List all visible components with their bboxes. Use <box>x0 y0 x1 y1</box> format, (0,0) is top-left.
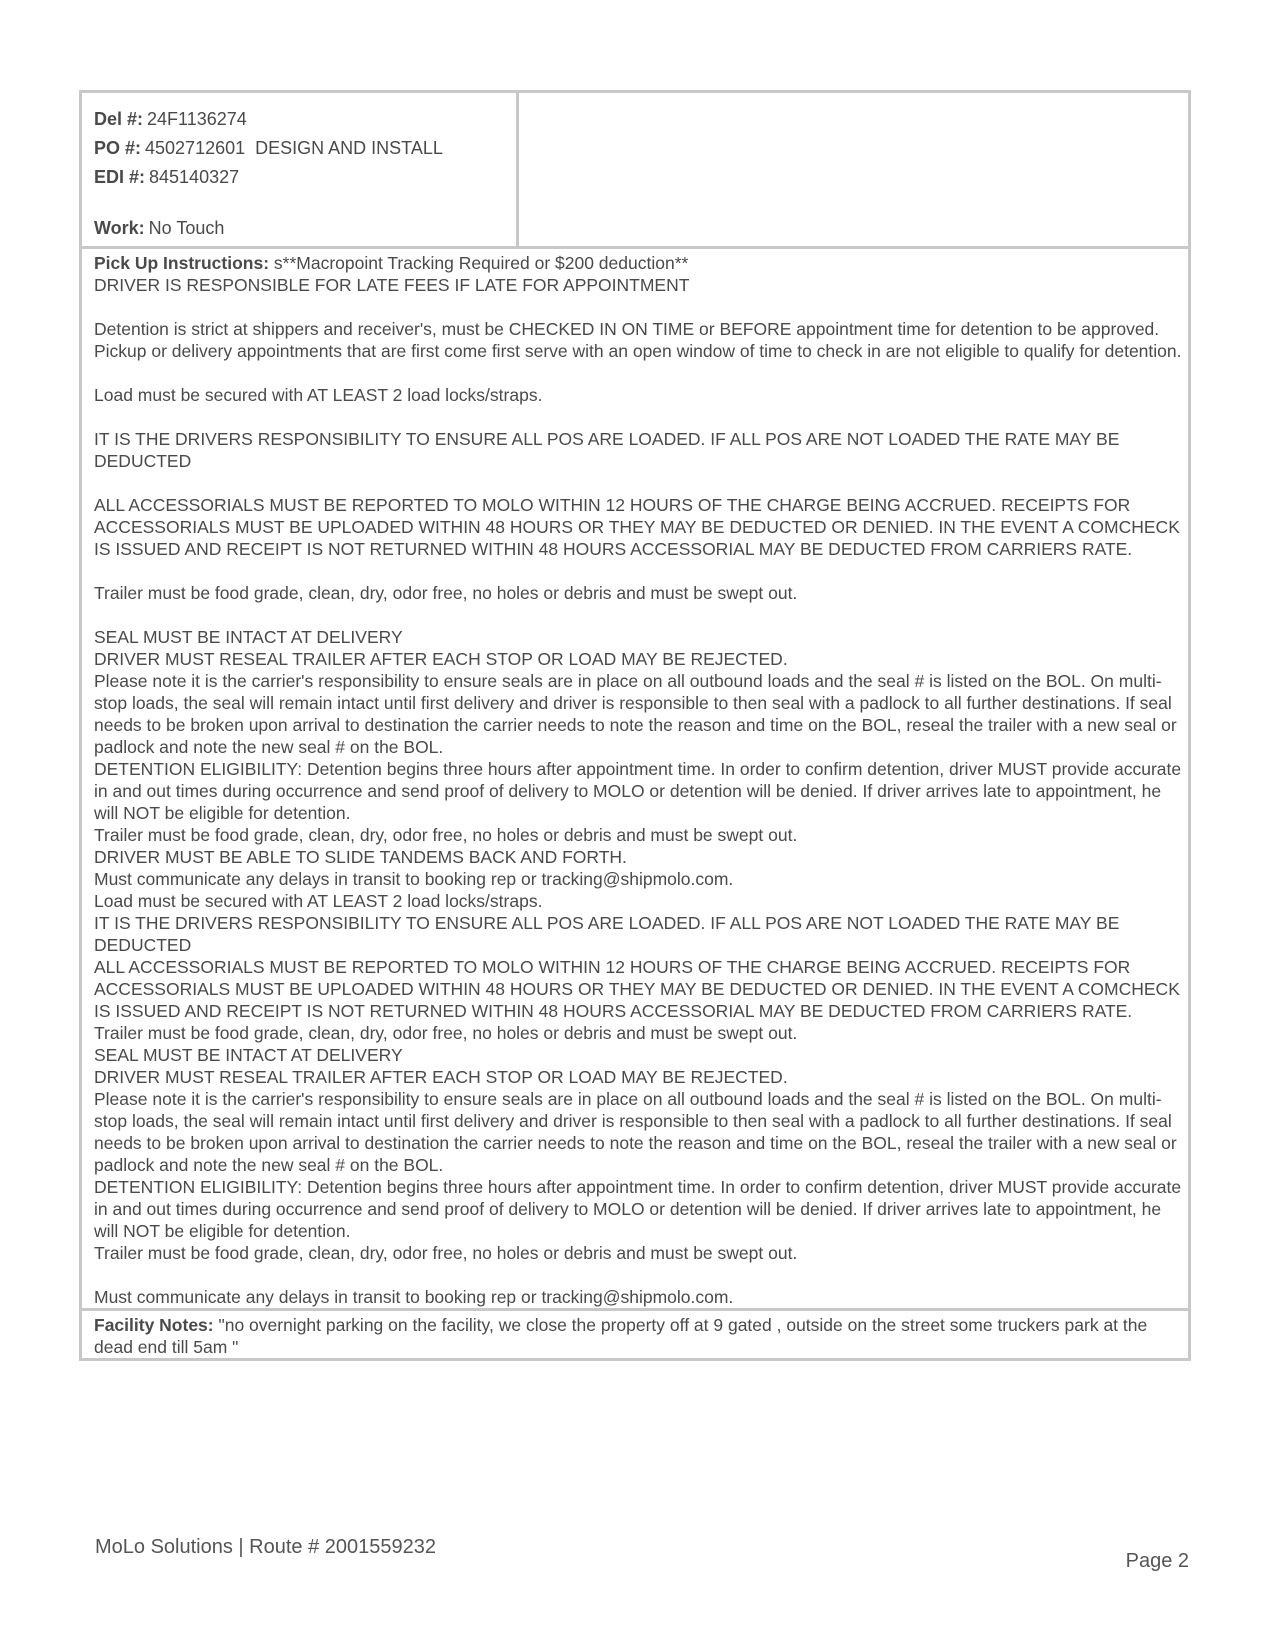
edi-number-row <box>94 163 516 192</box>
del-number-row <box>94 105 516 134</box>
instruction-line: Trailer must be food grade, clean, dry, odor free, no holes or debris and must be swept out. <box>94 583 798 603</box>
instruction-line: IT IS THE DRIVERS RESPONSIBILITY TO ENSURE ALL POS ARE LOADED. IF ALL POS ARE NOT LOADED THE RATE MAY BE DEDUCTED <box>94 913 1120 955</box>
instruction-line: DETENTION ELIGIBILITY: Detention begins three hours after appointment time. In order to confirm detention, driver MUST provide accurate in and out times during occurrence and send proof of delivery to MOLO or detention will be denied. If driver arrives late to appointment, he will NOT be eligible for detention. <box>94 759 1182 823</box>
instruction-line: ALL ACCESSORIALS MUST BE REPORTED TO MOLO WITHIN 12 HOURS OF THE CHARGE BEING ACCRUED. RECEIPTS FOR ACCESSORIALS MUST BE UPLOADED WITHIN 48 HOURS OR THEY MAY BE DEDUCTED OR DENIED. IN THE EVENT A COMCHECK IS ISSUED AND RECEIPT IS NOT RETURNED WITHIN 48 HOURS ACCESSORIAL MAY BE DEDUCTED FROM CARRIERS RATE. <box>94 957 1180 1021</box>
instruction-line: DRIVER IS RESPONSIBLE FOR LATE FEES IF LATE FOR APPOINTMENT <box>94 275 690 295</box>
work-row <box>94 214 516 243</box>
facility-text: "no overnight parking on the facility, we close the property off at 9 gated , outside on the street some truckers park at the dead end till 5am " <box>94 1315 1148 1357</box>
blank-line <box>94 560 1182 582</box>
page-number: Page 2 <box>1125 1550 1189 1572</box>
reference-section <box>82 93 1188 249</box>
instruction-line: Detention is strict at shippers and receiver's, must be CHECKED IN ON TIME or BEFORE appointment time for detention to be approved. <box>94 319 1160 339</box>
blank-line <box>94 472 1182 494</box>
instructions-label: Pick Up Instructions: <box>94 253 270 273</box>
blank-line <box>94 362 1182 384</box>
instruction-line: DRIVER MUST RESEAL TRAILER AFTER EACH STOP OR LOAD MAY BE REJECTED. <box>94 1067 788 1087</box>
instructions-body <box>94 274 1182 1308</box>
instruction-line: Please note it is the carrier's responsibility to ensure seals are in place on all outbound loads and the seal # is listed on the BOL. On multi-stop loads, the seal will remain intact until first delivery and driver is responsible to then seal with a padlock to all further destinations. If seal needs to be broken upon arrival to destination the carrier needs to note the reason and time on the BOL, reseal the trailer with a new seal or padlock and note the new seal # on the BOL. <box>94 1089 1177 1175</box>
instruction-line: SEAL MUST BE INTACT AT DELIVERY <box>94 627 403 647</box>
facility-label: Facility Notes: <box>94 1315 214 1335</box>
reference-numbers <box>82 93 519 246</box>
instruction-line: Pickup or delivery appointments that are first come first serve with an open window of time to check in are not eligible to qualify for detention. <box>94 341 1182 361</box>
instruction-line: Load must be secured with AT LEAST 2 load locks/straps. <box>94 385 543 405</box>
blank-line <box>94 1264 1182 1286</box>
del-value: 24F1136274 <box>147 109 247 129</box>
instruction-line: Please note it is the carrier's responsibility to ensure seals are in place on all outbound loads and the seal # is listed on the BOL. On multi-stop loads, the seal will remain intact until first delivery and driver is responsible to then seal with a padlock to all further destinations. If seal needs to be broken upon arrival to destination the carrier needs to note the reason and time on the BOL, reseal the trailer with a new seal or padlock and note the new seal # on the BOL. <box>94 671 1177 757</box>
work-label: Work: <box>94 218 145 238</box>
edi-label: EDI #: <box>94 167 146 187</box>
po-number-row <box>94 134 516 163</box>
instruction-line: Trailer must be food grade, clean, dry, odor free, no holes or debris and must be swept out. <box>94 1023 798 1043</box>
instruction-line: Must communicate any delays in transit to booking rep or tracking@shipmolo.com. <box>94 1287 734 1307</box>
blank-line <box>94 604 1182 626</box>
pickup-instructions <box>82 249 1188 1311</box>
instruction-line: DRIVER MUST BE ABLE TO SLIDE TANDEMS BACK AND FORTH. <box>94 847 627 867</box>
instruction-line: DRIVER MUST RESEAL TRAILER AFTER EACH STOP OR LOAD MAY BE REJECTED. <box>94 649 788 669</box>
po-value: 4502712601 DESIGN AND INSTALL <box>145 138 443 158</box>
facility-notes <box>82 1311 1188 1358</box>
edi-value: 845140327 <box>149 167 240 187</box>
instruction-line: Load must be secured with AT LEAST 2 load locks/straps. <box>94 891 543 911</box>
load-sheet <box>79 90 1191 1361</box>
footer-route: MoLo Solutions | Route # 2001559232 <box>95 1536 437 1558</box>
instruction-line: ALL ACCESSORIALS MUST BE REPORTED TO MOLO WITHIN 12 HOURS OF THE CHARGE BEING ACCRUED. RECEIPTS FOR ACCESSORIALS MUST BE UPLOADED WITHIN 48 HOURS OR THEY MAY BE DEDUCTED OR DENIED. IN THE EVENT A COMCHECK IS ISSUED AND RECEIPT IS NOT RETURNED WITHIN 48 HOURS ACCESSORIAL MAY BE DEDUCTED FROM CARRIERS RATE. <box>94 495 1180 559</box>
instruction-line: Trailer must be food grade, clean, dry, odor free, no holes or debris and must be swept out. <box>94 1243 798 1263</box>
instruction-line: Must communicate any delays in transit to booking rep or tracking@shipmolo.com. <box>94 869 734 889</box>
instruction-line: DETENTION ELIGIBILITY: Detention begins three hours after appointment time. In order to confirm detention, driver MUST provide accurate in and out times during occurrence and send proof of delivery to MOLO or detention will be denied. If driver arrives late to appointment, he will NOT be eligible for detention. <box>94 1177 1182 1241</box>
del-label: Del #: <box>94 109 144 129</box>
blank-line <box>94 406 1182 428</box>
work-value: No Touch <box>148 218 225 238</box>
instructions-first-line <box>94 252 1182 274</box>
po-label: PO #: <box>94 138 142 158</box>
instruction-line: Trailer must be food grade, clean, dry, odor free, no holes or debris and must be swept out. <box>94 825 798 845</box>
blank-line <box>94 296 1182 318</box>
empty-cell <box>519 93 1188 246</box>
instruction-line: IT IS THE DRIVERS RESPONSIBILITY TO ENSURE ALL POS ARE LOADED. IF ALL POS ARE NOT LOADED THE RATE MAY BE DEDUCTED <box>94 429 1120 471</box>
instruction-line: SEAL MUST BE INTACT AT DELIVERY <box>94 1045 403 1065</box>
instructions-first-text: s**Macropoint Tracking Required or $200 deduction** <box>273 253 689 273</box>
